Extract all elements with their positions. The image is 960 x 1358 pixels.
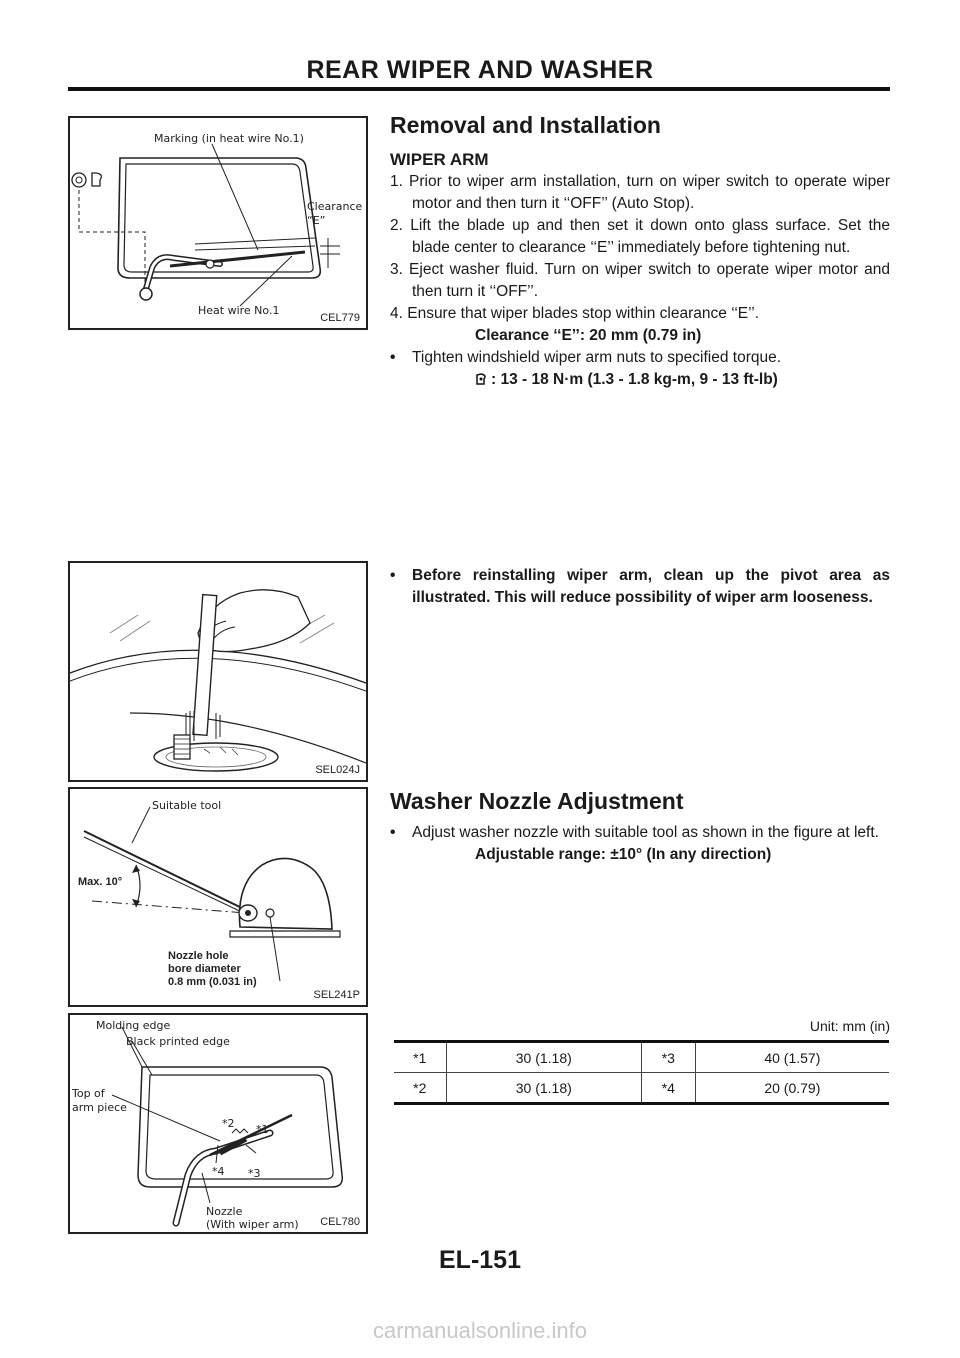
page-number: EL-151 — [439, 1246, 521, 1274]
nozzle-hole-label: Nozzle hole — [168, 950, 229, 962]
range-spec: Adjustable range: ±10° (In any direction) — [475, 846, 772, 863]
table-cell: *1 — [394, 1042, 446, 1073]
bullet-dot: • — [390, 567, 396, 584]
mark-1-label: *1 — [256, 1123, 269, 1136]
bullet-dot: • — [390, 824, 396, 841]
table-cell: *3 — [641, 1042, 695, 1073]
figure-code: SEL024J — [315, 764, 360, 776]
bullet-dot: • — [390, 349, 396, 366]
figure-cel780-drawing — [70, 1015, 366, 1232]
table-cell: *2 — [394, 1073, 446, 1104]
figure-code: CEL780 — [320, 1216, 360, 1228]
header-rule — [68, 87, 890, 91]
step-4: 4. Ensure that wiper blades stop within clearance ‘‘E’’. — [390, 305, 760, 322]
section-title-removal: Removal and Installation — [390, 112, 661, 138]
mark-2-label: *2 — [222, 1117, 235, 1130]
torque-spec: : 13 - 18 N·m (1.3 - 1.8 kg-m, 9 - 13 ft-lb) — [491, 371, 778, 388]
tighten-bullet — [390, 347, 890, 369]
figure-cel779-drawing — [70, 118, 366, 328]
table-cell: *4 — [641, 1073, 695, 1104]
page-header-title: REAR WIPER AND WASHER — [306, 56, 654, 84]
nozzle-spec-table — [394, 1040, 889, 1105]
figure-sel241p — [68, 787, 368, 1007]
subsection-title-wiper-arm: WIPER ARM — [390, 150, 489, 169]
figure-code: SEL241P — [313, 989, 360, 1001]
suitable-tool-label: Suitable tool — [152, 799, 222, 812]
nozzle-bore-label: bore diameter — [168, 963, 241, 975]
figure-cel780 — [68, 1013, 368, 1234]
figure-code: CEL779 — [320, 312, 360, 324]
top-of-arm-label: Top of — [72, 1087, 105, 1100]
unit-note: Unit: mm (in) — [809, 1018, 890, 1034]
mark-3-label: *3 — [248, 1167, 261, 1180]
step-1: 1. Prior to wiper arm installation, turn on wiper switch to operate wiper motor and then turn it ‘‘OFF’’ (Auto Stop). — [390, 173, 890, 212]
table-row — [394, 1042, 889, 1073]
nozzle-label: Nozzle — [206, 1205, 243, 1218]
arm-piece-label: arm piece — [72, 1101, 127, 1114]
section-title-washer: Washer Nozzle Adjustment — [390, 788, 684, 814]
marking-label: Marking (in heat wire No.1) — [154, 132, 304, 145]
clearance-e-label: “E” — [307, 214, 326, 227]
table-row — [394, 1073, 889, 1104]
max-angle-label: Max. 10° — [78, 876, 123, 888]
removal-steps — [390, 171, 890, 393]
figure-sel241p-drawing — [70, 789, 366, 1005]
clearance-label: Clearance — [307, 200, 363, 213]
torque-spec-line — [390, 369, 890, 393]
figure-cel779 — [68, 116, 368, 330]
black-printed-edge-label: Black printed edge — [126, 1035, 230, 1048]
clearance-spec: Clearance ‘‘E’’: 20 mm (0.79 in) — [475, 327, 702, 344]
with-wiper-arm-label: (With wiper arm) — [206, 1218, 299, 1231]
table-cell: 30 (1.18) — [446, 1042, 641, 1073]
tighten-note: Tighten windshield wiper arm nuts to specified torque. — [412, 349, 782, 366]
torque-wrench-icon — [475, 371, 489, 393]
table-cell: 30 (1.18) — [446, 1073, 641, 1104]
adjust-bullet — [390, 822, 890, 844]
mark-4-label: *4 — [212, 1165, 225, 1178]
step-3: 3. Eject washer fluid. Turn on wiper switch to operate wiper motor and then turn it ‘‘OFF’’. — [390, 261, 890, 300]
figure-sel024j-drawing — [70, 563, 366, 780]
pivot-note: Before reinstalling wiper arm, clean up the pivot area as illustrated. This will reduce possibility of wiper arm looseness. — [412, 567, 890, 606]
table-cell: 20 (0.79) — [695, 1073, 889, 1104]
table-cell: 40 (1.57) — [764, 1049, 821, 1066]
nozzle-diameter-label: 0.8 mm (0.031 in) — [168, 976, 257, 988]
washer-block — [390, 822, 890, 866]
heat-wire-label: Heat wire No.1 — [198, 304, 280, 317]
pivot-bullet — [390, 565, 890, 609]
step-2: 2. Lift the blade up and then set it down onto glass surface. Set the blade center to clearance ‘‘E’’ immediately before tightening nut. — [390, 217, 890, 256]
molding-edge-label: Molding edge — [96, 1019, 171, 1032]
adjust-note: Adjust washer nozzle with suitable tool as shown in the figure at left. — [412, 824, 879, 841]
watermark: carmanualsonline.info — [372, 1318, 588, 1343]
figure-sel024j — [68, 561, 368, 782]
pivot-note-block — [390, 565, 890, 609]
